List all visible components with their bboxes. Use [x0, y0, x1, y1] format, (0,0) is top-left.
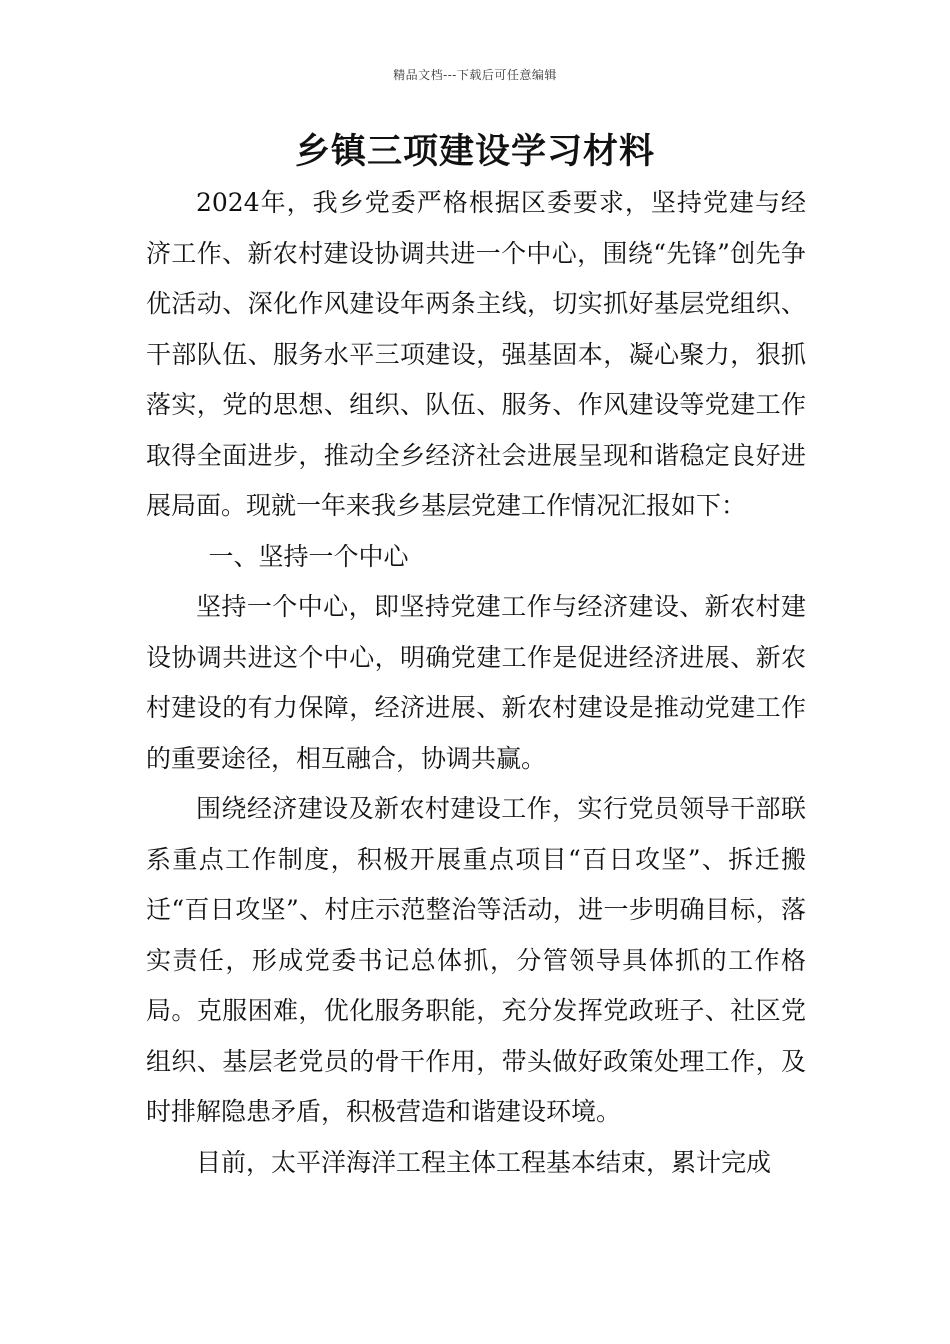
paragraph-work: 围绕经济建设及新农村建设工作，实行党员领导干部联系重点工作制度，积极开展重点项目“百日攻坚”、拆迁搬迁“百日攻坚”、村庄示范整治等活动，进一步明确目标，落实责任，形成党委书记总体抓，分管领导具体抓的工作格局。克服困难，优化服务职能，充分发挥党政班子、社区党组织、基层老党员的骨干作用，带头做好政策处理工作，及时排解隐患矛盾，积极营造和谐建设环境。: [146, 794, 806, 1126]
document-body: [146, 178, 806, 1188]
paragraph-intro: 2024年，我乡党委严格根据区委要求，坚持党建与经济工作、新农村建设协调共进一个中心，围绕“先锋”创先争优活动、深化作风建设年两条主线，切实抓好基层党组织、干部队伍、服务水平三项建设，强基固本，凝心聚力，狠抓落实，党的思想、组织、队伍、服务、作风建设等党建工作取得全面进步，推动全乡经济社会进展呈现和谐稳定良好进展局面。现就一年来我乡基层党建工作情况汇报如下：: [146, 188, 806, 520]
header-note: 精品文档---下载后可任意编辑: [393, 68, 557, 82]
section-heading-1: 一、坚持一个中心: [208, 541, 409, 571]
document-title: 乡镇三项建设学习材料: [294, 132, 655, 172]
paragraph-current: 目前，太平洋海洋工程主体工程基本结束，累计完成: [196, 1147, 772, 1177]
paragraph-center: 坚持一个中心，即坚持党建工作与经济建设、新农村建设协调共进这个中心，明确党建工作是促进经济进展、新农村建设的有力保障，经济进展、新农村建设是推动党建工作的重要途径，相互融合，协调共赢。: [146, 592, 806, 773]
